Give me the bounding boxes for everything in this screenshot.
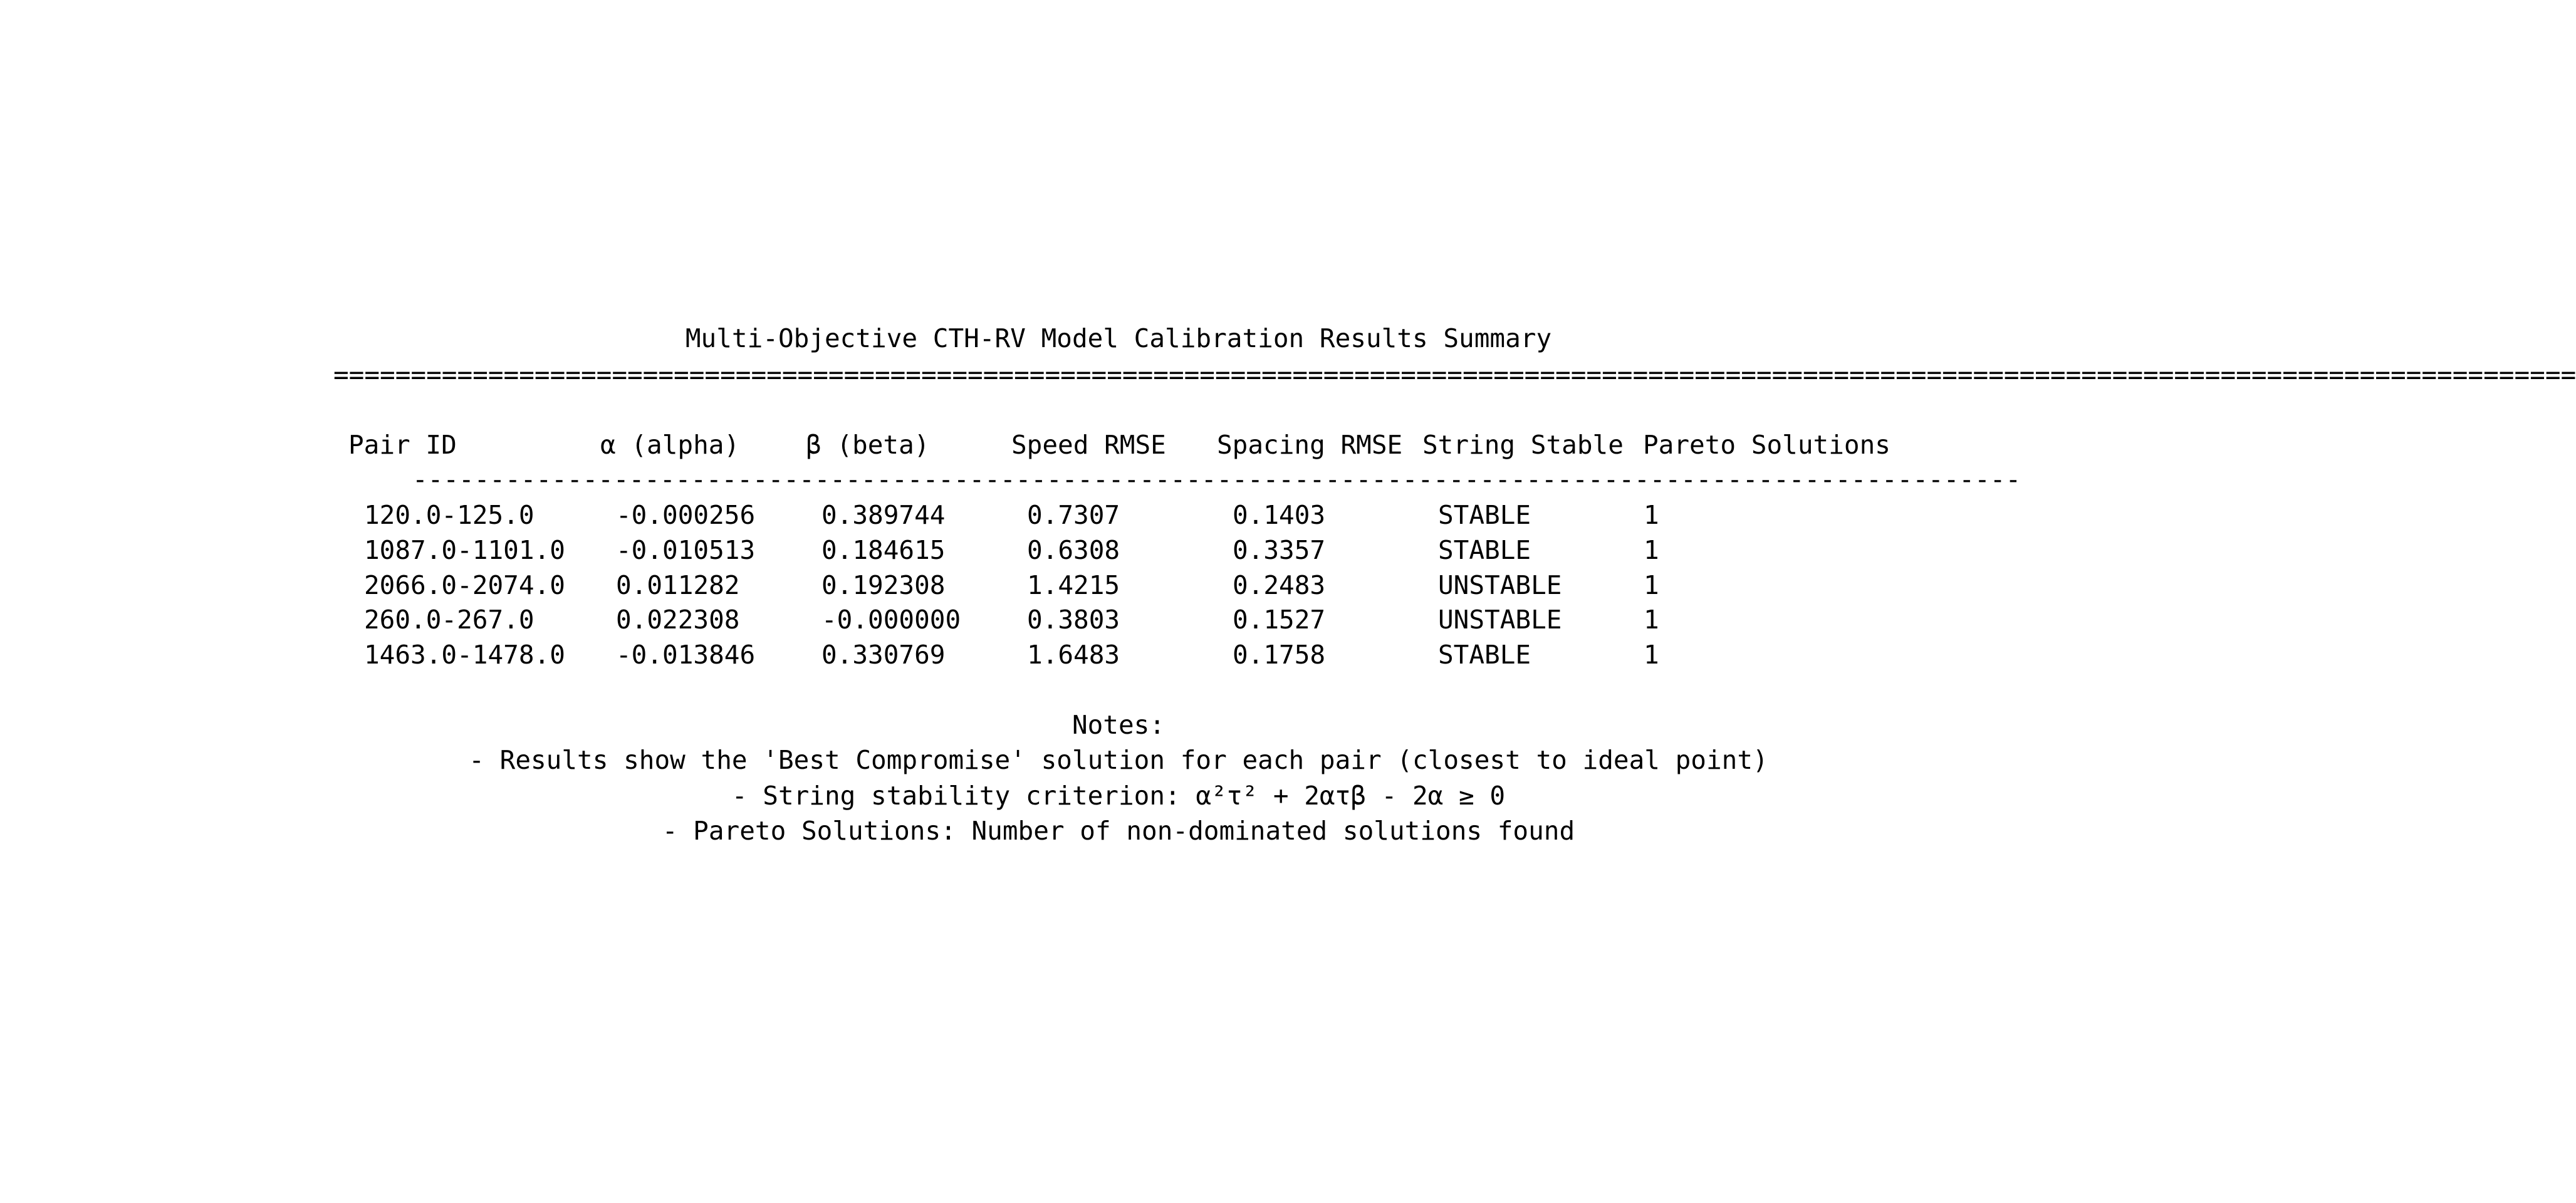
header-pair-id: Pair ID [348, 430, 457, 460]
cell-pair-id: 1087.0-1101.0 [364, 535, 565, 565]
cell-alpha: -0.010513 [616, 535, 756, 565]
cell-spacing-rmse: 0.1403 [1233, 500, 1326, 530]
header-speed-rmse: Speed RMSE [1011, 430, 1166, 460]
header-spacing-rmse: Spacing RMSE [1217, 430, 1403, 460]
cell-string-stable: STABLE [1438, 640, 1531, 670]
cell-alpha: -0.013846 [616, 640, 756, 670]
cell-alpha: 0.022308 [616, 605, 740, 635]
cell-speed-rmse: 0.6308 [1027, 535, 1120, 565]
cell-pareto-solutions: 1 [1644, 570, 1659, 600]
notes-heading: Notes: [1072, 710, 1165, 740]
cell-beta: -0.000000 [821, 605, 961, 635]
cell-spacing-rmse: 0.2483 [1233, 570, 1326, 600]
cell-pareto-solutions: 1 [1644, 500, 1659, 530]
cell-beta: 0.192308 [821, 570, 946, 600]
notes-line: - Pareto Solutions: Number of non-dominated solutions found [662, 816, 1575, 846]
title-divider: ================================================================================================================================================= [333, 360, 2576, 390]
header-alpha: α (alpha) [600, 430, 740, 460]
cell-string-stable: UNSTABLE [1438, 605, 1562, 635]
header-beta: β (beta) [806, 430, 930, 460]
cell-pair-id: 260.0-267.0 [364, 605, 534, 635]
cell-beta: 0.330769 [821, 640, 946, 670]
cell-spacing-rmse: 0.1758 [1233, 640, 1326, 670]
cell-alpha: 0.011282 [616, 570, 740, 600]
header-string-stable: String Stable [1422, 430, 1624, 460]
cell-pareto-solutions: 1 [1644, 535, 1659, 565]
notes-line: - String stability criterion: α²τ² + 2ατβ - 2α ≥ 0 [731, 781, 1506, 811]
cell-alpha: -0.000256 [616, 500, 756, 530]
cell-speed-rmse: 1.4215 [1027, 570, 1120, 600]
cell-pair-id: 120.0-125.0 [364, 500, 534, 530]
cell-speed-rmse: 0.7307 [1027, 500, 1120, 530]
cell-string-stable: STABLE [1438, 500, 1531, 530]
cell-spacing-rmse: 0.3357 [1233, 535, 1326, 565]
cell-pair-id: 2066.0-2074.0 [364, 570, 565, 600]
cell-spacing-rmse: 0.1527 [1233, 605, 1326, 635]
notes-line: - Results show the 'Best Compromise' solution for each pair (closest to ideal point) [469, 745, 1768, 775]
page-title: Multi-Objective CTH-RV Model Calibration Results Summary [685, 323, 1552, 353]
cell-pair-id: 1463.0-1478.0 [364, 640, 565, 670]
cell-string-stable: UNSTABLE [1438, 570, 1562, 600]
cell-beta: 0.184615 [821, 535, 946, 565]
cell-string-stable: STABLE [1438, 535, 1531, 565]
cell-pareto-solutions: 1 [1644, 640, 1659, 670]
cell-pareto-solutions: 1 [1644, 605, 1659, 635]
header-divider: -------------------------------------------------------------------------------------------------------- [412, 464, 2021, 494]
cell-speed-rmse: 1.6483 [1027, 640, 1120, 670]
cell-speed-rmse: 0.3803 [1027, 605, 1120, 635]
cell-beta: 0.389744 [821, 500, 946, 530]
header-pareto-solutions: Pareto Solutions [1643, 430, 1890, 460]
